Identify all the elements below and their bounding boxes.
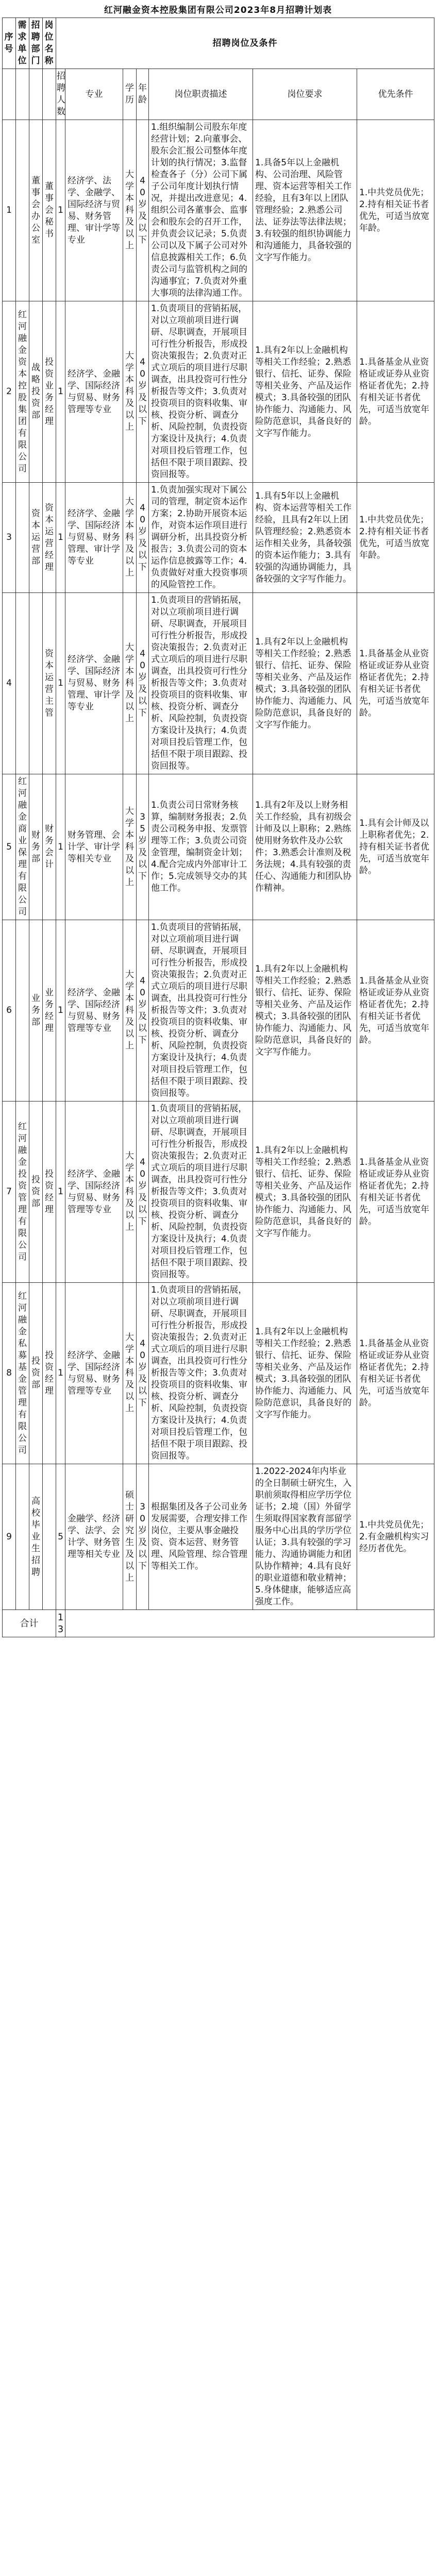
row-requirement: 1.具有5年以上金融机构、资本运营等相关工作经验，且具有2年以上团队管理经验；2.熟悉资本运作相关业务，具备较强的资本运作能力；3.具有较强的沟通协调能力，具备较强的文字写作能力。: [253, 483, 357, 593]
header-count: 招聘人数: [56, 69, 65, 120]
header-unit: 需求单位: [16, 18, 29, 69]
row-degree: 大学本科及以上: [123, 920, 137, 1101]
header-blank-1: [3, 69, 16, 120]
row-degree: 大学本科及以上: [123, 483, 137, 593]
row-dept: 业务部: [29, 920, 43, 1101]
row-advantage: 1.具备基金从业资格证或证券从业资格证者优先；2.持有相关证书者优先，可适当放宽年龄。: [357, 593, 434, 774]
row-post: 投资经理: [43, 1101, 56, 1283]
row-advantage: 1.中共党员优先；2.持有相关证书者优先，可适当放宽年龄。: [357, 120, 434, 301]
row-seq: 6: [3, 920, 16, 1101]
row-seq: 7: [3, 1101, 16, 1283]
row-duty: 1.负责项目的营销拓展，对以立项前项目进行调研、尽职调查，开展项目可行性分析报告，形成投资决策报告；2.负责对正式立项后的项目进行尽职调查，出具投资可行性分析报告等文件；3.负责对投资项目的资料收集、审核、投资分析、调查分析、风险控制，负责投资方案设计及执行；4.负责对项目投后管理工作，包括但不限于项目跟踪、投资回报等。: [149, 301, 253, 483]
row-unit: [16, 120, 29, 301]
header-age: 年龄: [137, 69, 149, 120]
row-post: 业务经理: [43, 920, 56, 1101]
row-degree: 大学本科及以上: [123, 1101, 137, 1283]
row-count: 1: [56, 483, 65, 593]
row-major: 金融学、经济学、法学、会计学、财务管理等相关专业: [65, 1464, 123, 1610]
row-dept: 战略投资部: [29, 301, 43, 483]
table-row: [3, 1283, 434, 1464]
row-unit: [16, 483, 29, 593]
header-advantage: 优先条件: [357, 69, 434, 120]
table-row: [3, 1464, 434, 1610]
table-row: [3, 774, 434, 920]
table-row: [3, 301, 434, 483]
header-blank-2: [16, 69, 29, 120]
row-post: 资本运营主管: [43, 593, 56, 774]
row-duty: 1.负责项目的营销拓展，对以立项前项目进行调研、尽职调查，开展项目可行性分析报告，形成投资决策报告；2.负责对正式立项后的项目进行尽职调查，出具投资可行性分析报告等文件；3.负责对投资项目的资料收集、审核、投资分析、调查分析、风险控制，负责投资方案设计及执行；4.负责对项目投后管理工作，包括但不限于项目跟踪、投资回报等。: [149, 1283, 253, 1464]
row-advantage: 1.中共党员优先；2.有金融机构实习经历者优先。: [357, 1464, 434, 1610]
row-advantage: 1.中共党员优先；2.持有相关证书者优先，可适当放宽年龄。: [357, 483, 434, 593]
row-post: 董事会秘书: [43, 120, 56, 301]
header-seq: 序号: [3, 18, 16, 69]
row-unit: [16, 1464, 29, 1610]
table-header-row-2: [3, 69, 434, 120]
row-requirement: 1.具有2年以上金融机构等相关工作经验；2.熟悉银行、信托、证券、保险等相关业务、产品及运作模式；3.具备较强的团队协作能力、沟通能力、风险防范意识，具备良好的文字写作能力。: [253, 301, 357, 483]
row-count: 1: [56, 774, 65, 920]
row-age: 35岁及以下: [137, 774, 149, 920]
row-count: 1: [56, 120, 65, 301]
row-age: 40岁及以下: [137, 483, 149, 593]
total-count: 13: [56, 1610, 65, 1637]
row-major: 经济学、金融学、国际经济与贸易、财务管理、审计学等专业: [65, 483, 123, 593]
row-dept: 财务部: [29, 774, 43, 920]
total-label: 合计: [3, 1610, 56, 1637]
row-major: 经济学、金融学、国际经济与贸易、财务管理等专业: [65, 920, 123, 1101]
page-title: 红河融金资本控股集团有限公司2023年8月招聘计划表: [104, 5, 332, 15]
row-degree: 硕士研究生及以上: [123, 1464, 137, 1610]
row-dept: 高校毕业生招聘: [29, 1464, 43, 1610]
row-dept: 投资部: [29, 1101, 43, 1283]
row-count: 1: [56, 920, 65, 1101]
row-seq: 4: [3, 593, 16, 774]
row-seq: 2: [3, 301, 16, 483]
row-degree: 大学本科及以上: [123, 1283, 137, 1464]
row-major: 经济学、金融学、国际经济与贸易、财务管理等专业: [65, 1101, 123, 1283]
row-post: 资本运营经理: [43, 483, 56, 593]
row-dept: [29, 593, 43, 774]
row-age: 40岁及以下: [137, 593, 149, 774]
row-unit: 红河融金资本控股集团有限公司: [16, 301, 29, 483]
row-requirement: 1.具有2年以上金融机构等相关工作经验；2.熟悉银行、信托、证券、保险等相关业务、产品及运作模式；3.具备较强的团队协作能力、沟通能力、风险防范意识，具备良好的文字写作能力。: [253, 920, 357, 1101]
header-major: 专业: [65, 69, 123, 120]
row-age: 40岁及以下: [137, 1283, 149, 1464]
table-row: [3, 120, 434, 301]
row-seq: 3: [3, 483, 16, 593]
header-blank-4: [43, 69, 56, 120]
header-duty: 岗位职责描述: [149, 69, 253, 120]
row-requirement: 1.具有2年及以上财务相关工作经验，具有初级会计师及以上职称；2.熟练使用财务软件及办公软件；3.熟悉会计准则及税务法规；4.具有较强的责任心、沟通能力和团队协作精神。: [253, 774, 357, 920]
row-major: 经济学、金融学、国际经济与贸易、财务管理等专业: [65, 1283, 123, 1464]
row-seq: 9: [3, 1464, 16, 1610]
row-age: 40岁及以下: [137, 1101, 149, 1283]
table-header-row-1: [3, 18, 434, 69]
header-post: 岗位名称: [43, 18, 56, 69]
row-major: 经济学、金融学、国际经济与贸易、财务管理、审计学等专业: [65, 593, 123, 774]
header-degree: 学历: [123, 69, 137, 120]
header-requirement: 岗位要求: [253, 69, 357, 120]
table-row: [3, 483, 434, 593]
row-unit: 红河融金私募基金管理有限公司: [16, 1283, 29, 1464]
row-post: 投资业务经理: [43, 301, 56, 483]
row-dept: 资本运营部: [29, 483, 43, 593]
recruitment-table: [2, 18, 434, 1637]
table-total-row: [3, 1610, 434, 1637]
row-requirement: 1.2022-2024年内毕业的全日制硕士研究生，入职前须取得相应学历学位证书；2.境（国）外留学生须取得国家教育部留学服务中心出具的学历学位认证；3.具有较强的学习能力、沟通协调能力和团队协作精神；4.具有良好的职业道德和敬业精神；5.身体健康，能够适应高强度工作。: [253, 1464, 357, 1610]
table-row: [3, 920, 434, 1101]
row-age: 30岁及以下: [137, 1464, 149, 1610]
row-seq: 1: [3, 120, 16, 301]
row-dept: 董事会办公室: [29, 120, 43, 301]
row-count: 1: [56, 301, 65, 483]
total-blank: [65, 1610, 434, 1637]
row-unit: 红河融金投资管理有限公司: [16, 1101, 29, 1283]
row-age: 40岁及以下: [137, 120, 149, 301]
row-duty: 1.负责公司日常财务核算，编制财务报表；2.负责公司税务申报、发票管理等工作；3.负责公司资金管理，编制资金计划；4.配合完成内外部审计工作；5.完成领导交办的其他工作。: [149, 774, 253, 920]
row-unit: 红河融金商业保理有限公司: [16, 774, 29, 920]
row-degree: 大学本科及以上: [123, 301, 137, 483]
row-advantage: 1.具备基金从业资格证或证券从业资格证者优先；2.持有相关证书者优先，可适当放宽年龄。: [357, 301, 434, 483]
row-advantage: 1.具备基金从业资格证或证券从业资格证者优先；2.持有相关证书者优先，可适当放宽年龄。: [357, 1101, 434, 1283]
row-degree: 大学本科及以上: [123, 593, 137, 774]
row-duty: 1.负责加强实现对下属公司的管理，制定资本运作方案；2.协助开展资本运作，对资本运作项目进行调研分析，出具投资分析报告；3.负责公司的资本运作信息披露等工作；4.负责做好对重大投资事项的风险管控工作。: [149, 483, 253, 593]
row-requirement: 1.具备5年以上金融机构、公司治理、风险管理、资本运营等相关工作经验，且有3年以上团队管理经验；2.熟悉公司法、证券法等法律法规；3.有较强的组织协调能力和沟通能力，具备较强的文字写作能力。: [253, 120, 357, 301]
row-major: 经济学、金融学、国际经济与贸易、财务管理等专业: [65, 301, 123, 483]
row-age: 40岁及以下: [137, 301, 149, 483]
row-count: 1: [56, 1101, 65, 1283]
row-requirement: 1.具有2年以上金融机构等相关工作经验；2.熟悉银行、信托、证券、保险等相关业务、产品及运作模式；3.具备较强的团队协作能力、沟通能力、风险防范意识，具备良好的文字写作能力。: [253, 1283, 357, 1464]
row-unit: [16, 593, 29, 774]
row-degree: 大学本科及以上: [123, 774, 137, 920]
row-duty: 1.负责项目的营销拓展，对以立项前项目进行调研、尽职调查，开展项目可行性分析报告，形成投资决策报告；2.负责对正式立项后的项目进行尽职调查，出具投资可行性分析报告等文件；3.负责对投资项目的资料收集、审核、投资分析、调查分析、风险控制，负责投资方案设计及执行；4.负责对项目投后管理工作，包括但不限于项目跟踪、投资回报等。: [149, 593, 253, 774]
row-advantage: 1.具备基金从业资格证或证券从业资格证者优先；2.持有相关证书者优先，可适当放宽年龄。: [357, 920, 434, 1101]
row-duty: 1.负责项目的营销拓展，对以立项前项目进行调研、尽职调查，开展项目可行性分析报告，形成投资决策报告；2.负责对正式立项后的项目进行尽职调查，出具投资可行性分析报告等文件；3.负责对投资项目的资料收集、审核、投资分析、调查分析、风险控制，负责投资方案设计及执行；4.负责对项目投后管理工作，包括但不限于项目跟踪、投资回报等。: [149, 1101, 253, 1283]
header-dept: 招聘部门: [29, 18, 43, 69]
row-count: 1: [56, 1283, 65, 1464]
table-row: [3, 1101, 434, 1283]
row-count: 5: [56, 1464, 65, 1610]
row-requirement: 1.具有2年以上金融机构等相关工作经验；2.熟悉银行、信托、证券、保险等相关业务、产品及运作模式；3.具备较强的团队协作能力、沟通能力、风险防范意识，具备良好的文字写作能力。: [253, 1101, 357, 1283]
row-duty: 根据集团及各子公司业务发展需要，合理安排工作岗位，主要从事金融投资、资本运营、财务管理、风险管理、综合管理等相关工作。: [149, 1464, 253, 1610]
row-age: 40岁及以下: [137, 920, 149, 1101]
row-advantage: 1.具备基金从业资格证或证券从业资格证者优先；2.持有相关证书者优先，可适当放宽年龄。: [357, 1283, 434, 1464]
table-row: [3, 593, 434, 774]
row-dept: 投资部: [29, 1283, 43, 1464]
row-seq: 8: [3, 1283, 16, 1464]
row-post: [43, 1464, 56, 1610]
row-post: 投资经理: [43, 1283, 56, 1464]
row-post: 财务会计: [43, 774, 56, 920]
row-duty: 1.组织编制公司股东年度经营计划；2.向董事会、股东会汇报公司整体年度计划的执行情况；3.监督检查各子（分）公司下属子公司年度计划执行情况，并提出改进意见；4.组织公司各董事会、监事会和股东会的召开工作，并负责会议记录；5.负责公司以及下属子公司对外信息披露相关工作；6.负责公司与监管机构之间的沟通事宜；7.负责对外重大事项的法律沟通工作。: [149, 120, 253, 301]
row-advantage: 1.具有会计师及以上职称者优先；2.持有相关证书者优先，可适当放宽年龄。: [357, 774, 434, 920]
row-degree: 大学本科及以上: [123, 120, 137, 301]
header-blank-3: [29, 69, 43, 120]
row-seq: 5: [3, 774, 16, 920]
header-conditions: 招聘岗位及条件: [56, 18, 434, 69]
row-count: 1: [56, 593, 65, 774]
row-major: 经济学、法学、金融学、国际经济与贸易、财务管理、审计学等专业: [65, 120, 123, 301]
row-duty: 1.负责项目的营销拓展，对以立项前项目进行调研、尽职调查，开展项目可行性分析报告，形成投资决策报告；2.负责对正式立项后的项目进行尽职调查，出具投资可行性分析报告等文件；3.负责对投资项目的资料收集、审核、投资分析、调查分析、风险控制，负责投资方案设计及执行；4.负责对项目投后管理工作，包括但不限于项目跟踪、投资回报等。: [149, 920, 253, 1101]
row-major: 财务管理、会计学、审计学等相关专业: [65, 774, 123, 920]
row-requirement: 1.具有2年以上金融机构等相关工作经验；2.熟悉银行、信托、证券、保险等相关业务、产品及运作模式；3.具备较强的团队协作能力、沟通能力、风险防范意识，具备良好的文字写作能力。: [253, 593, 357, 774]
row-unit: [16, 920, 29, 1101]
